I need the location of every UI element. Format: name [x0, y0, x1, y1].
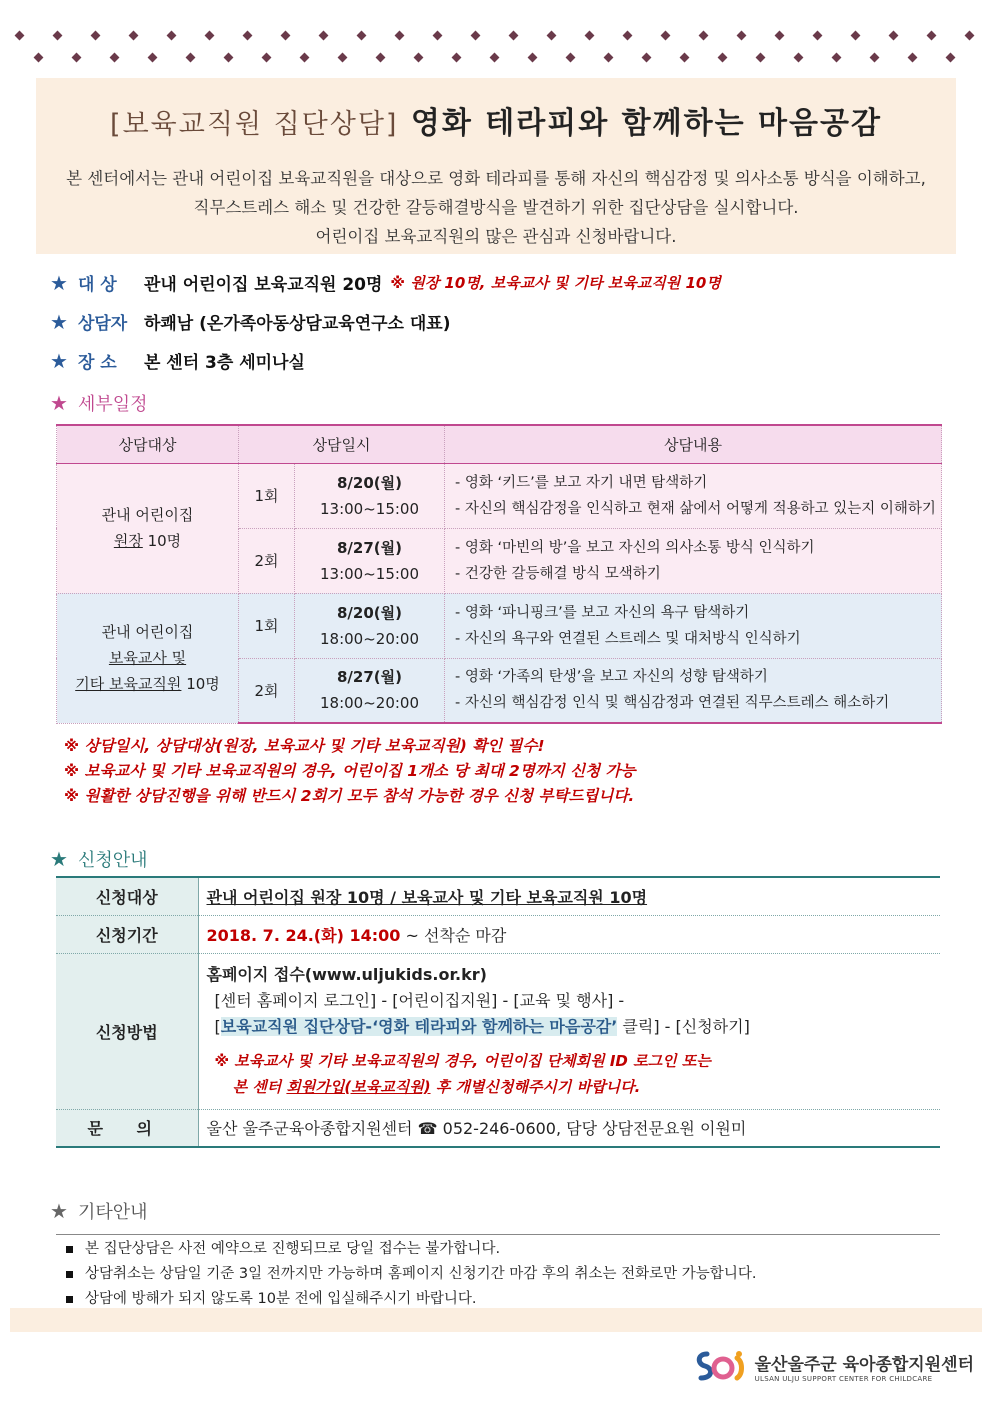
apply-table — [56, 876, 940, 1148]
content-item: - 건강한 갈등해결 방식 모색하기 — [455, 565, 661, 582]
diamond-ornament — [91, 31, 101, 41]
target-underlined: 기타 보육교직원 — [75, 675, 182, 693]
apply-target-value — [198, 877, 940, 915]
star-icon: ★ — [50, 847, 68, 871]
target-value: 관내 어린이집 보육교직원 20명 — [143, 275, 383, 295]
org-logo-icon — [693, 1348, 747, 1384]
target-count: 10명 — [142, 532, 182, 550]
diamond-ornament — [224, 53, 234, 63]
info-place-row — [50, 348, 305, 373]
org-name-en: ULSAN ULJU SUPPORT CENTER FOR CHILDCARE — [754, 1374, 933, 1383]
diamond-ornament — [528, 53, 538, 63]
diamond-ornament — [965, 31, 975, 41]
org-logo — [693, 1348, 974, 1384]
apply-period-value — [198, 915, 940, 953]
diamond-ornament — [471, 31, 481, 41]
diamond-ornament — [490, 53, 500, 63]
method-note-underlined: 회원가입(보육교직원) — [286, 1078, 431, 1096]
session-number: 1회 — [239, 593, 295, 658]
diamond-ornament — [243, 31, 253, 41]
diamond-ornament — [604, 53, 614, 63]
session-time: 18:00~20:00 — [319, 629, 420, 648]
apply-contact-label: 문 의 — [56, 1109, 198, 1147]
method-line: 홈페이지 접수(www.uljukids.or.kr) — [206, 965, 487, 984]
phone-icon: ☎ — [417, 1119, 438, 1139]
diamond-ornament — [281, 31, 291, 41]
note-line: ※ 상담일시, 상담대상(원장, 보육교사 및 기타 보육교직원) 확인 필수! — [64, 737, 545, 755]
session-number: 1회 — [239, 463, 295, 528]
diamond-ornament — [433, 31, 443, 41]
title-main: 영화 테라피와 함께하는 마음공감 — [410, 106, 882, 141]
target-cell — [57, 593, 239, 723]
session-time: 18:00~20:00 — [319, 694, 420, 713]
content-item: - 영화 ‘키드’를 보고 자기 내면 탐색하기 — [455, 474, 708, 491]
star-icon: ★ — [50, 348, 68, 373]
diamond-ornament — [205, 31, 215, 41]
diamond-ornament — [72, 53, 82, 63]
method-line: [센터 홈페이지 로그인] - [어린이집지원] - [교육 및 행사] - — [214, 991, 625, 1010]
list-item-text: 본 집단상담은 사전 예약으로 진행되므로 당일 접수는 불가합니다. — [85, 1241, 501, 1257]
apply-contact-value — [198, 1109, 940, 1147]
table-row — [56, 915, 940, 953]
content-item: - 영화 ‘가족의 탄생’을 보고 자신의 성향 탐색하기 — [455, 669, 768, 686]
diamond-ornament — [794, 53, 804, 63]
target-cell — [57, 463, 239, 593]
star-icon: ★ — [50, 391, 68, 415]
diamond-ornament — [395, 31, 405, 41]
diamond-ornament — [452, 53, 462, 63]
diamond-ornament — [908, 53, 918, 63]
note-line: ※ 보육교사 및 기타 보육교직원의 경우, 어린이집 1개소 당 최대 2명까지 신청 가능 — [64, 762, 636, 780]
diamond-ornament — [585, 31, 595, 41]
star-icon: ★ — [50, 1199, 68, 1223]
diamond-ornament — [813, 31, 823, 41]
bullet-icon — [66, 1271, 73, 1278]
target-label: 대 상 — [77, 275, 117, 295]
apply-period-label: 신청기간 — [56, 915, 198, 953]
list-item — [66, 1237, 940, 1262]
list-item-text: 상담에 방해가 되지 않도록 10분 전에 입실해주시기 바랍니다. — [85, 1291, 477, 1307]
session-time: 13:00~15:00 — [319, 499, 420, 518]
table-row — [57, 463, 942, 528]
diamond-ornament — [129, 31, 139, 41]
target-line: 관내 어린이집 — [101, 506, 194, 524]
etc-section-heading — [50, 1198, 148, 1224]
place-label: 장 소 — [77, 353, 117, 373]
apply-method-label: 신청방법 — [56, 953, 198, 1109]
method-highlight: 보육교직원 집단상담-‘영화 테라피와 함께하는 마음공감’ — [220, 1017, 618, 1036]
session-content — [445, 593, 942, 658]
table-row — [56, 877, 940, 915]
diamond-ornament — [319, 31, 329, 41]
target-underlined: 보육교사 및 — [108, 649, 187, 667]
intro-line: 본 센터에서는 관내 어린이집 보육교직원을 대상으로 영화 테라피를 통해 자신의 핵심감정 및 의사소통 방식을 이해하고, — [66, 169, 926, 188]
session-date: 8/20(월) — [337, 473, 402, 492]
intro-text — [36, 164, 956, 251]
table-header: 상담내용 — [445, 425, 942, 463]
session-content — [445, 528, 942, 593]
diamond-ornament — [756, 53, 766, 63]
info-target-row — [50, 270, 721, 295]
diamond-ornament — [642, 53, 652, 63]
apply-period-date: 2018. 7. 24.(화) 14:00 — [206, 925, 401, 945]
page-title — [0, 98, 992, 142]
diamond-ornament — [699, 31, 709, 41]
diamond-ornament — [186, 53, 196, 63]
target-underlined: 원장 — [113, 532, 143, 550]
content-item: - 영화 ‘마빈의 방’을 보고 자신의 의사소통 방식 인식하기 — [455, 539, 815, 556]
method-rest: 클릭] - [신청하기] — [617, 1017, 750, 1036]
diamond-ornament — [623, 31, 633, 41]
diamond-ornament — [775, 31, 785, 41]
etc-section-title: 기타안내 — [77, 1202, 148, 1223]
diamond-ornament — [338, 53, 348, 63]
contact-org: 울산 울주군육아종합지원센터 — [206, 1119, 418, 1139]
place-value: 본 센터 3층 세미나실 — [143, 353, 305, 373]
schedule-table — [56, 424, 942, 724]
apply-section-title: 신청안내 — [77, 850, 148, 871]
session-datetime — [295, 463, 445, 528]
intro-line: 직무스트레스 해소 및 건강한 갈등해결방식을 발견하기 위한 집단상담을 실시합니다. — [193, 198, 799, 217]
diamond-ornament — [376, 53, 386, 63]
content-item: - 자신의 핵심감정을 인식하고 현재 삶에서 어떻게 적용하고 있는지 이해하기 — [455, 500, 936, 517]
method-note: ※ 보육교사 및 기타 보육교직원의 경우, 어린이집 단체회원 ID 로그인 또는 — [214, 1052, 711, 1070]
diamond-ornament — [547, 31, 557, 41]
diamond-ornament — [851, 31, 861, 41]
method-line — [207, 1014, 941, 1040]
diamond-ornament — [15, 31, 25, 41]
table-header: 상담일시 — [239, 425, 445, 463]
bullet-icon — [66, 1296, 73, 1303]
method-note-pre: 본 센터 — [232, 1078, 287, 1096]
diamond-ornament — [167, 31, 177, 41]
apply-method-value — [198, 953, 940, 1109]
diamond-ornament — [148, 53, 158, 63]
session-number: 2회 — [239, 658, 295, 723]
diamond-ornament — [737, 31, 747, 41]
intro-line: 어린이집 보육교직원의 많은 관심과 신청바랍니다. — [315, 227, 677, 246]
schedule-section-heading — [50, 390, 148, 416]
diamond-ornament — [357, 31, 367, 41]
apply-target-label: 신청대상 — [56, 877, 198, 915]
diamond-ornament — [946, 53, 956, 63]
counselor-label: 상담자 — [77, 314, 128, 334]
star-icon: ★ — [50, 309, 68, 334]
session-datetime — [295, 593, 445, 658]
table-header: 상담대상 — [57, 425, 239, 463]
target-line: 관내 어린이집 — [101, 623, 194, 641]
session-content — [445, 658, 942, 723]
session-number: 2회 — [239, 528, 295, 593]
apply-section-heading — [50, 846, 148, 872]
diamond-ornament — [509, 31, 519, 41]
list-item — [66, 1262, 940, 1287]
session-time: 13:00~15:00 — [319, 564, 420, 583]
diamond-ornament — [927, 31, 937, 41]
org-name: 울산울주군 육아종합지원센터 — [754, 1354, 974, 1375]
target-line — [57, 645, 238, 671]
table-row — [57, 593, 942, 658]
title-prefix: [보육교직원 집단상담] — [110, 109, 399, 140]
diamond-ornament — [53, 31, 63, 41]
diamond-ornament — [34, 53, 44, 63]
diamond-ornament — [300, 53, 310, 63]
target-count: 10명 — [181, 675, 220, 693]
content-item: - 자신의 핵심감정 인식 및 핵심감정과 연결된 직무스트레스 해소하기 — [455, 695, 890, 712]
table-row — [56, 953, 940, 1109]
decorative-diamond-border — [10, 22, 982, 72]
diamond-ornament — [110, 53, 120, 63]
note-line: ※ 원활한 상담진행을 위해 반드시 2회기 모두 참석 가능한 경우 신청 부탁드립니다. — [64, 787, 635, 805]
session-datetime — [295, 658, 445, 723]
session-content — [445, 463, 942, 528]
session-date: 8/27(월) — [337, 538, 402, 557]
diamond-ornament — [870, 53, 880, 63]
method-bracket: [ — [214, 1017, 221, 1036]
schedule-notes — [64, 734, 635, 809]
footer-bar — [10, 1308, 982, 1332]
session-date: 8/20(월) — [337, 603, 402, 622]
diamond-ornament — [262, 53, 272, 63]
counselor-value: 하쾌남 (온가족아동상담교육연구소 대표) — [143, 314, 451, 334]
table-header-row — [57, 425, 942, 463]
content-item: - 자신의 욕구와 연결된 스트레스 및 대처방식 인식하기 — [455, 630, 801, 647]
diamond-ornament — [832, 53, 842, 63]
etc-list — [56, 1234, 940, 1315]
method-note — [207, 1074, 941, 1100]
schedule-section-title: 세부일정 — [77, 394, 148, 415]
content-item: - 영화 ‘파니핑크’를 보고 자신의 욕구 탐색하기 — [455, 604, 750, 621]
session-datetime — [295, 528, 445, 593]
diamond-ornament — [661, 31, 671, 41]
target-line — [57, 528, 238, 554]
list-item-text: 상담취소는 상담일 기준 3일 전까지만 가능하며 홈페이지 신청기간 마감 후의 취소는 전화로만 가능합니다. — [85, 1266, 757, 1282]
info-counselor-row — [50, 309, 451, 334]
star-icon: ★ — [50, 270, 68, 295]
diamond-ornament — [718, 53, 728, 63]
diamond-ornament — [889, 31, 899, 41]
target-note: ※ 원장 10명, 보육교사 및 기타 보육교직원 10명 — [390, 274, 721, 292]
contact-phone: 052-246-0600, 담당 상담전문요원 이원미 — [437, 1119, 747, 1139]
apply-target-text: 관내 어린이집 원장 10명 / 보육교사 및 기타 보육교직원 10명 — [206, 887, 648, 907]
method-note-post: 후 개별신청해주시기 바랍니다. — [430, 1078, 641, 1096]
diamond-ornament — [680, 53, 690, 63]
table-row — [56, 1109, 940, 1147]
diamond-ornament — [566, 53, 576, 63]
session-date: 8/27(월) — [337, 668, 402, 687]
apply-period-rest: ~ 선착순 마감 — [400, 925, 507, 945]
diamond-ornament — [414, 53, 424, 63]
bullet-icon — [66, 1246, 73, 1253]
target-line — [57, 671, 238, 697]
